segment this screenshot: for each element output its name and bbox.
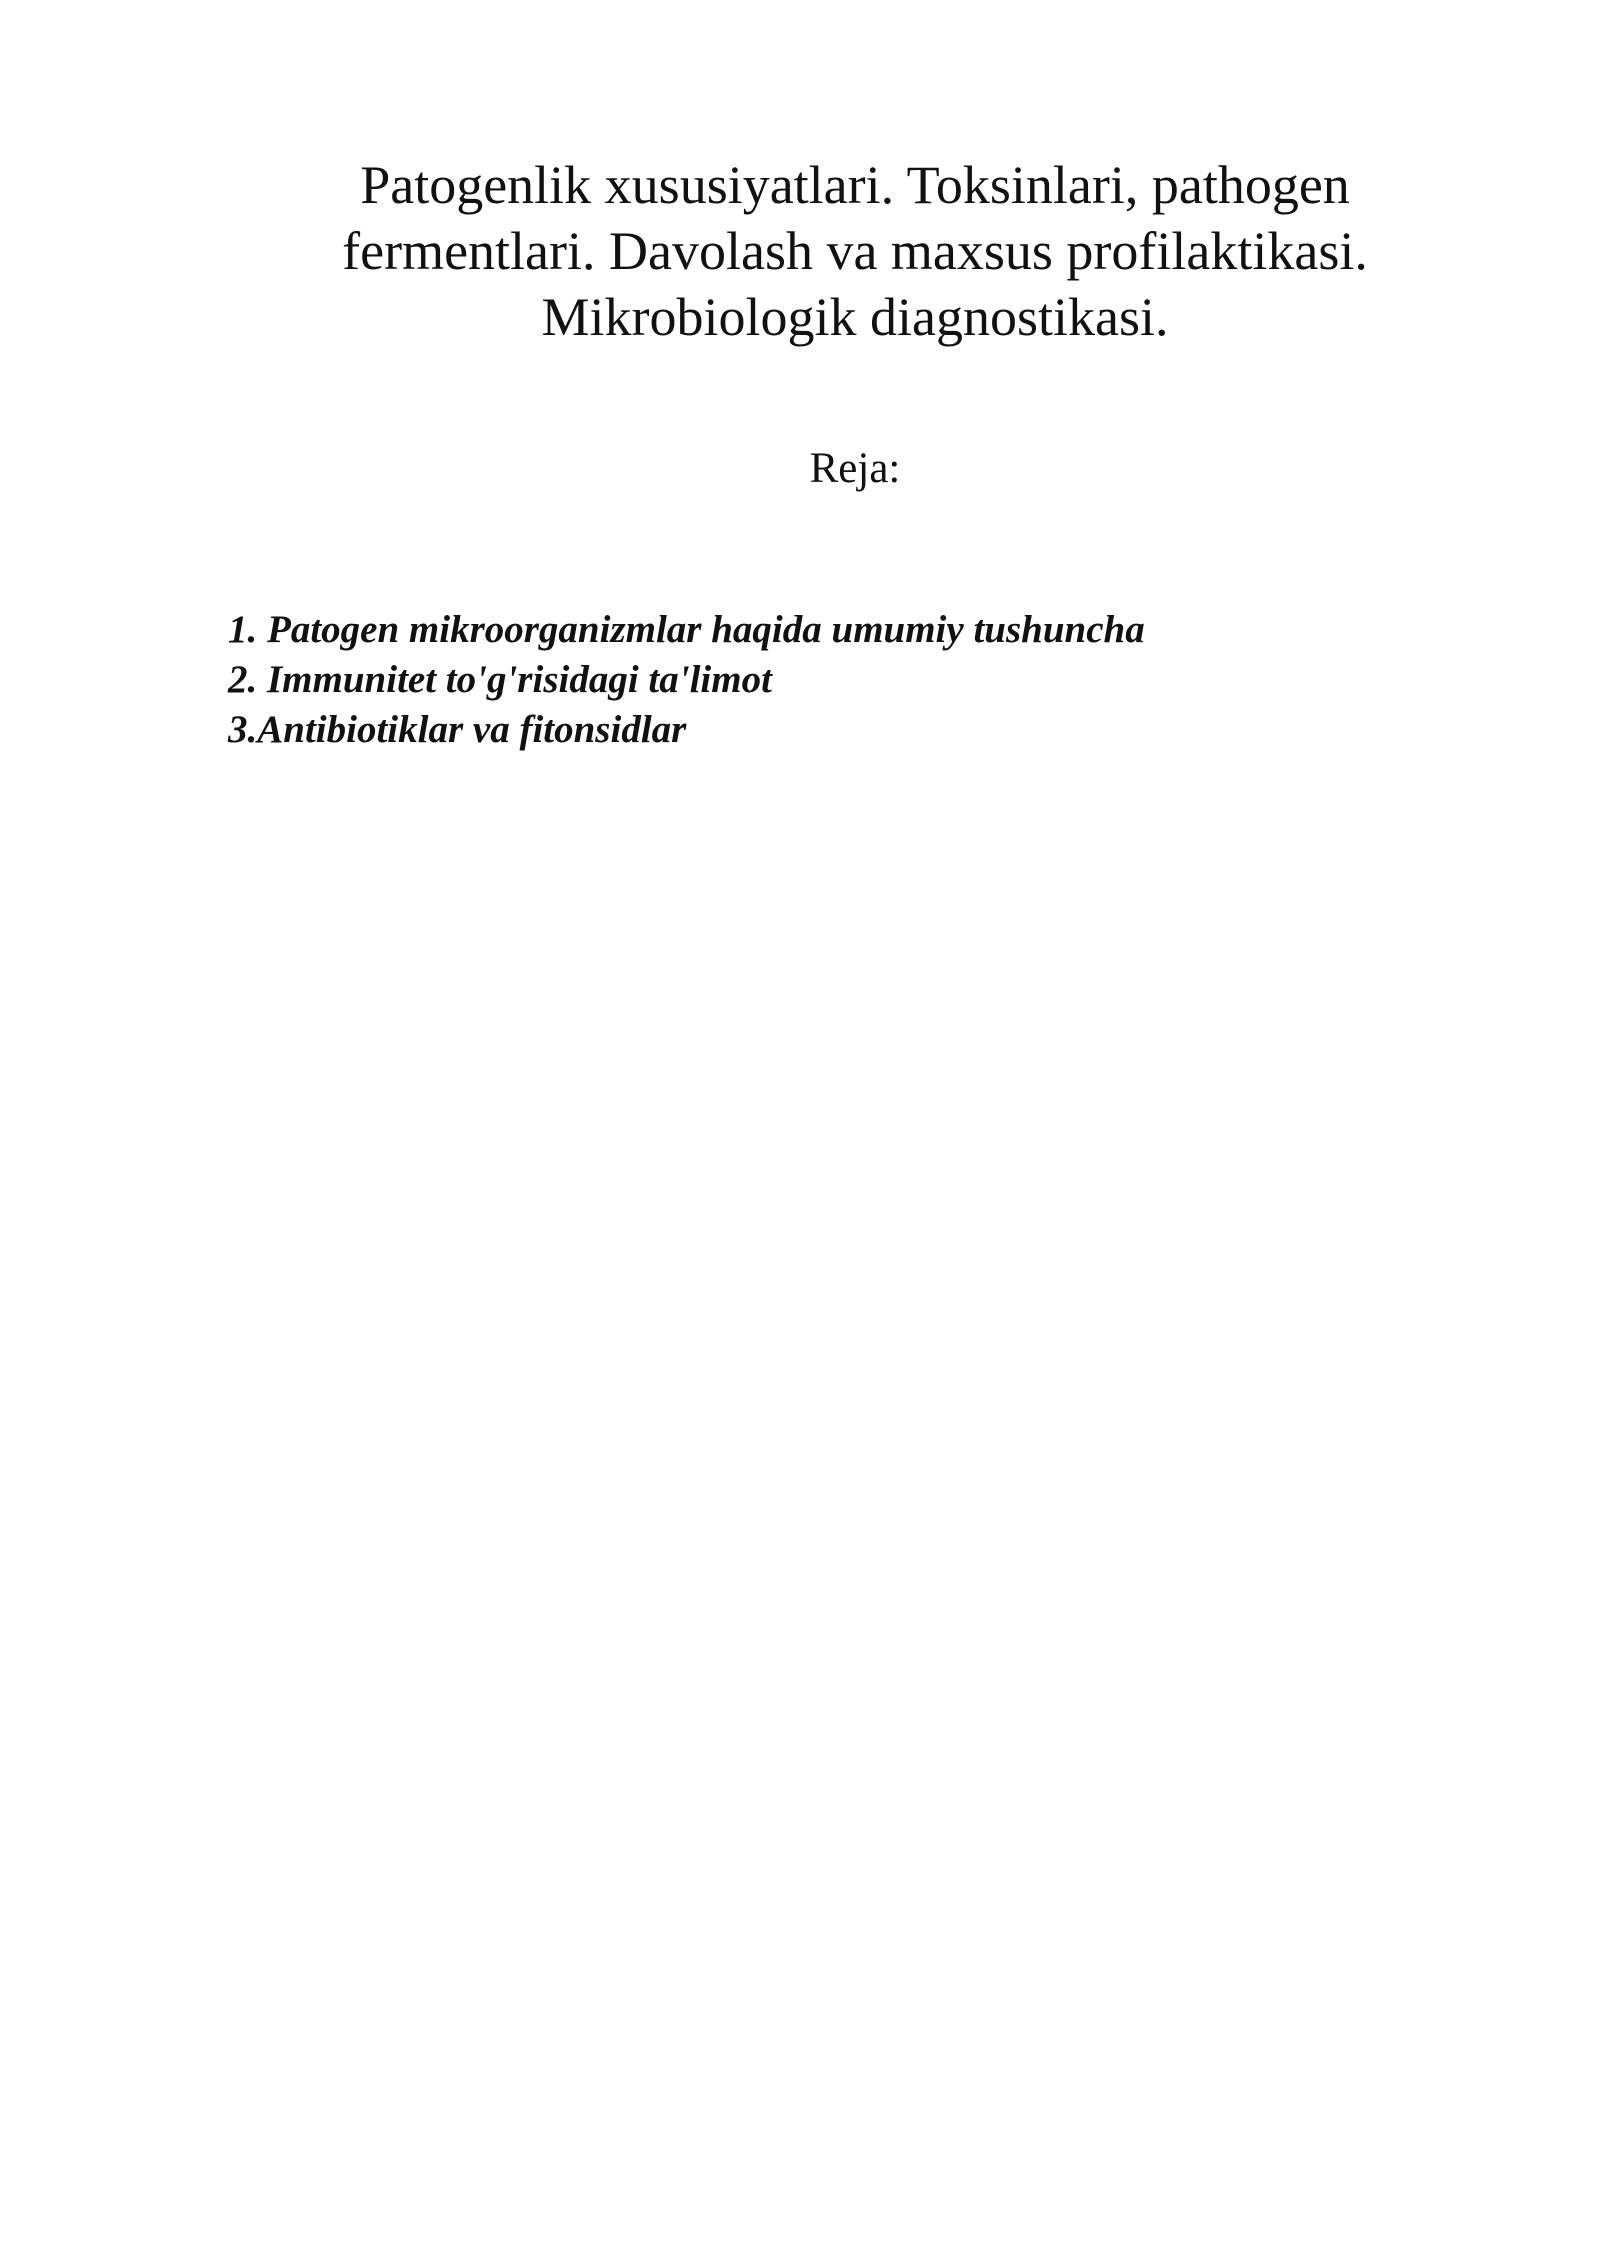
- title-line-1: Patogenlik xususiyatlari. Toksinlari, pathogen: [360, 155, 1350, 215]
- plan-list: [228, 605, 1145, 755]
- plan-item-2: 2. Immunitet to'g'risidagi ta'limot: [228, 658, 772, 701]
- document-title: [240, 152, 1470, 350]
- title-line-2: fermentlari. Davolash va maxsus profilaktikasi.: [342, 221, 1368, 281]
- plan-item-1: 1. Patogen mikroorganizmlar haqida umumiy tushuncha: [228, 608, 1145, 651]
- plan-heading: Reja:: [809, 445, 901, 492]
- plan-item-3: 3.Antibiotiklar va fitonsidlar: [228, 708, 687, 751]
- title-line-3: Mikrobiologik diagnostikasi.: [541, 287, 1169, 347]
